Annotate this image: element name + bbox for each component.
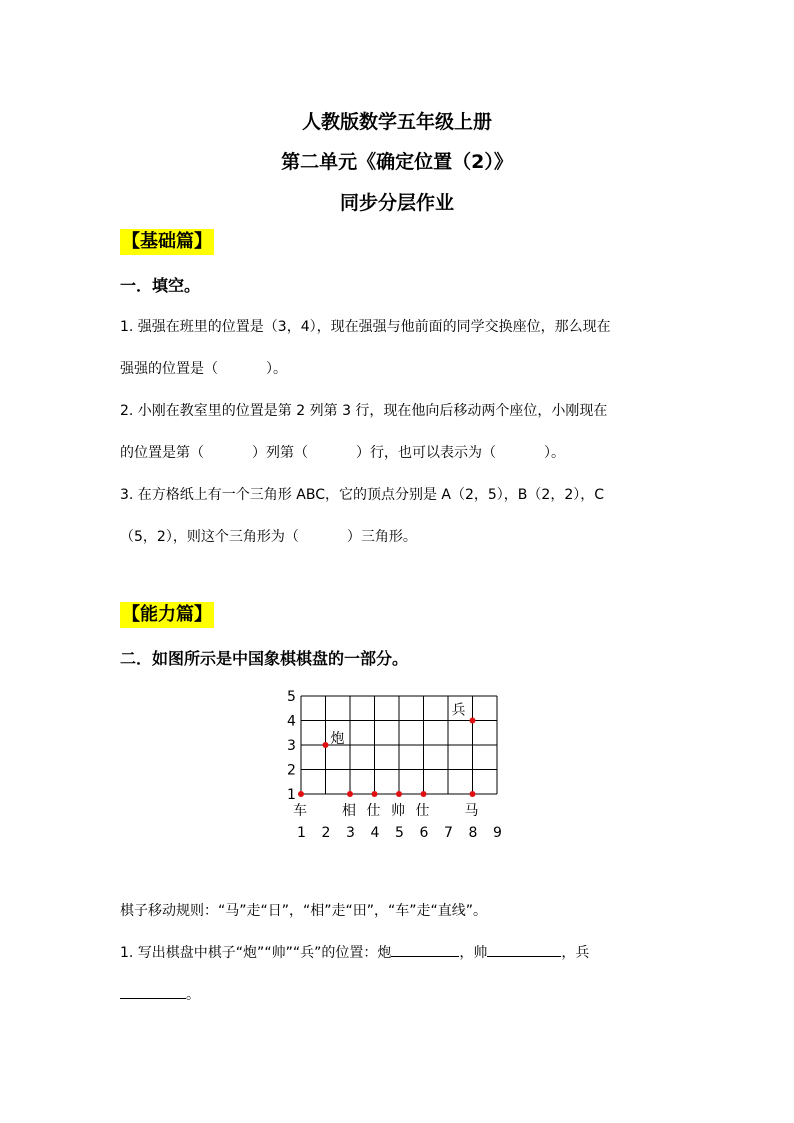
- section-heading-fill-blank: 一．填空。: [120, 276, 201, 295]
- piece-dot: [470, 791, 476, 797]
- piece-label: 相: [342, 803, 356, 819]
- x-tick-label: 6: [419, 825, 429, 841]
- chess-pieces: [293, 703, 479, 820]
- x-axis-ticks: [297, 825, 502, 841]
- question-2-line-1: 2. 小刚在教室里的位置是第 2 列第 3 行，现在他向后移动两个座位，小刚现在: [120, 403, 608, 419]
- y-tick-label: 1: [287, 787, 296, 803]
- q3-text-b: ）三角形。: [346, 529, 417, 545]
- x-tick-label: 7: [444, 825, 453, 841]
- shuai-position-blank[interactable]: [487, 942, 561, 957]
- y-tick-label: 3: [287, 738, 296, 754]
- piece-label: 仕: [366, 803, 381, 819]
- chess-question-1: [120, 942, 680, 962]
- q2-text-b: ）列第（: [252, 445, 308, 461]
- y-tick-label: 5: [287, 689, 296, 705]
- piece-label: 仕: [415, 803, 430, 819]
- piece-dot: [298, 791, 304, 797]
- piece-label: 炮: [330, 731, 345, 747]
- piece-dot: [323, 742, 329, 748]
- q3-text-a: （5，2），则这个三角形为（: [120, 529, 299, 545]
- x-tick-label: 2: [321, 825, 331, 841]
- piece-dot: [396, 791, 402, 797]
- q2-text-a: 的位置是第（: [120, 445, 204, 461]
- question-1-line-1: 1. 强强在班里的位置是（3，4），现在强强与他前面的同学交换座位，那么现在: [120, 319, 611, 335]
- question-1-line-2: [120, 358, 680, 378]
- cq1-text-d: 。: [186, 987, 200, 1003]
- cq1-text-a: 1. 写出棋盘中棋子“炮”“帅”“兵”的位置：炮: [120, 945, 392, 961]
- section-heading-chess: 二．如图所示是中国象棋棋盘的一部分。: [120, 649, 409, 668]
- q2-text-c: ）行，也可以表示为（: [356, 445, 496, 461]
- subtitle: 同步分层作业: [339, 192, 454, 214]
- x-tick-label: 5: [395, 825, 404, 841]
- piece-dot: [421, 791, 427, 797]
- x-tick-label: 1: [297, 825, 306, 841]
- unit-title: 第二单元《确定位置（2）》: [281, 151, 513, 173]
- document-title: 人教版数学五年级上册: [301, 111, 492, 133]
- bing-position-blank[interactable]: [120, 984, 186, 999]
- question-2-line-2: [120, 442, 680, 462]
- x-tick-label: 9: [493, 825, 502, 841]
- x-tick-label: 4: [370, 825, 380, 841]
- x-tick-label: 8: [468, 825, 478, 841]
- piece-dot: [347, 791, 353, 797]
- cq1-text-b: ，帅: [459, 945, 488, 961]
- piece-dot: [372, 791, 378, 797]
- piece-dot: [470, 718, 476, 724]
- q1-text-a: 强强的位置是（: [120, 361, 218, 377]
- section-badge-ability: 【能力篇】: [120, 602, 214, 628]
- x-tick-label: 3: [346, 825, 355, 841]
- piece-label: 兵: [451, 702, 466, 719]
- chess-question-1-cont: [120, 984, 680, 1004]
- piece-label: 帅: [391, 803, 405, 819]
- pao-position-blank[interactable]: [391, 942, 459, 957]
- cq1-text-c: ，兵: [561, 945, 590, 961]
- y-axis-ticks: [287, 689, 296, 803]
- y-tick-label: 4: [287, 713, 296, 730]
- chess-board-diagram: [280, 684, 520, 844]
- y-tick-label: 2: [287, 762, 296, 779]
- question-3-line-2: [120, 526, 680, 546]
- q2-text-d: ）。: [544, 445, 565, 461]
- piece-label: 马: [464, 803, 479, 819]
- section-badge-basic: 【基础篇】: [120, 229, 214, 255]
- question-3-line-1: 3. 在方格纸上有一个三角形 ABC，它的顶点分别是 A（2，5），B（2，2），C: [120, 487, 605, 503]
- piece-label: 车: [293, 803, 307, 819]
- q1-text-b: ）。: [266, 361, 287, 377]
- movement-rule: 棋子移动规则：“马”走“日”，“相”走“田”，“车”走“直线”。: [120, 903, 488, 919]
